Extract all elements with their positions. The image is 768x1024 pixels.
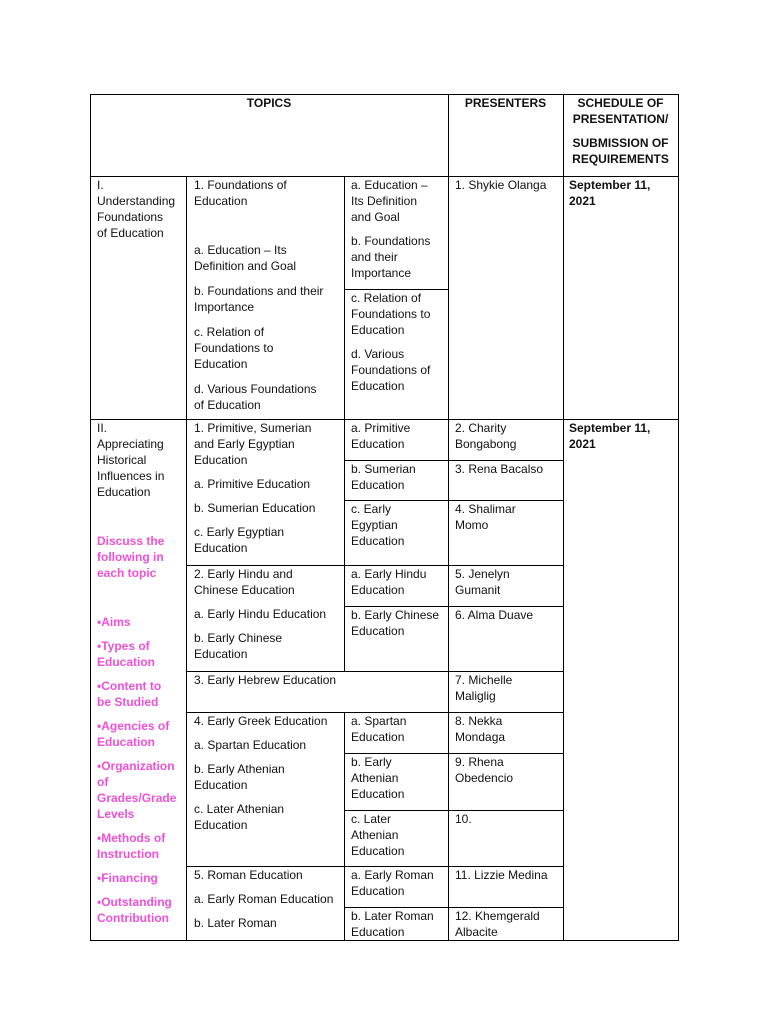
column-divider — [186, 176, 187, 941]
presenter-4: 4. Shalimar Momo — [455, 502, 516, 532]
unit-1-subtopics-a: a. Education – Its Definition and Goal b. Foundations and their Importance — [351, 178, 431, 280]
unit-1-topic-items: a. Education – Its Definition and Goal b. Foundations and their Importance c. Relation of Foundations to Education d. Various Foundations of Education — [194, 243, 324, 412]
unit-1-presenter: 1. Shykie Olanga — [455, 178, 547, 192]
presenter-2: 2. Charity Bongabong — [455, 421, 517, 451]
presenter-11: 11. Lizzie Medina — [455, 868, 548, 882]
discuss-bullets: •Aims •Types of Education •Content to be Studied •Agencies of Education •Organization of Grades/Grade Levels •Methods of Instruction •Financing •Outstanding Contribution — [97, 615, 177, 925]
column-divider — [344, 176, 345, 672]
presenter-5: 5. Jenelyn Gumanit — [455, 567, 510, 597]
table-border-left — [90, 94, 91, 941]
presenter-7: 7. Michelle Maliglig — [455, 673, 513, 703]
topic-3: 3. Early Hebrew Education — [194, 673, 337, 687]
unit-2-schedule: September 11, 2021 — [569, 421, 651, 451]
presenter-6: 6. Alma Duave — [455, 608, 534, 622]
topic-5: 5. Roman Education a. Early Roman Education b. Later Roman — [194, 868, 334, 930]
presenter-8: 8. Nekka Mondaga — [455, 714, 506, 744]
topic-1-sub-b: b. Sumerian Education — [351, 462, 416, 492]
topic-4-sub-b: b. Early Athenian Education — [351, 755, 405, 801]
topic-1: 1. Primitive, Sumerian and Early Egyptian Education a. Primitive Education b. Sumerian Education c. Early Egyptian Education — [194, 421, 316, 555]
topic-4-sub-a: a. Spartan Education — [351, 714, 407, 744]
header-presenters: PRESENTERS — [464, 96, 547, 110]
topic-2-sub-b: b. Early Chinese Education — [351, 608, 440, 638]
presenter-12: 12. Khemgerald Albacite — [455, 909, 540, 939]
unit-1-subtopics-b: c. Relation of Foundations to Education d. Various Foundations of Education — [351, 291, 431, 393]
topic-4-sub-c: c. Later Athenian Education — [351, 812, 405, 858]
discuss-note: Discuss the following in each topic — [97, 534, 165, 580]
unit-1-schedule: September 11, 2021 — [569, 178, 651, 208]
header-topics: TOPICS — [246, 96, 292, 110]
topic-1-sub-a: a. Primitive Education — [351, 421, 411, 451]
topic-2-sub-a: a. Early Hindu Education — [351, 567, 427, 597]
header-schedule: SCHEDULE OF PRESENTATION/ SUBMISSION OF REQUIREMENTS — [572, 96, 669, 166]
topic-4: 4. Early Greek Education a. Spartan Education b. Early Athenian Education c. Later Athenian Education — [194, 714, 328, 832]
topic-5-sub-a: a. Early Roman Education — [351, 868, 434, 898]
topic-2: 2. Early Hindu and Chinese Education a. Early Hindu Education b. Early Chinese Education — [194, 567, 327, 661]
unit-2-title: II. Appreciating Historical Influences in Education — [97, 421, 165, 499]
unit-1-topic: 1. Foundations of Education — [194, 178, 287, 208]
table-border-right — [678, 94, 679, 941]
presenter-3: 3. Rena Bacalso — [455, 462, 544, 476]
presenter-9: 9. Rhena Obedencio — [455, 755, 514, 785]
table-border-bottom — [90, 940, 679, 941]
topic-1-sub-c: c. Early Egyptian Education — [351, 502, 405, 548]
column-divider — [344, 712, 345, 941]
column-divider — [448, 94, 449, 941]
column-divider — [563, 94, 564, 941]
unit-1-title: I. Understanding Foundations of Education — [97, 178, 176, 240]
presenter-10: 10. — [455, 812, 472, 826]
topic-5-sub-b: b. Later Roman Education — [351, 909, 434, 939]
